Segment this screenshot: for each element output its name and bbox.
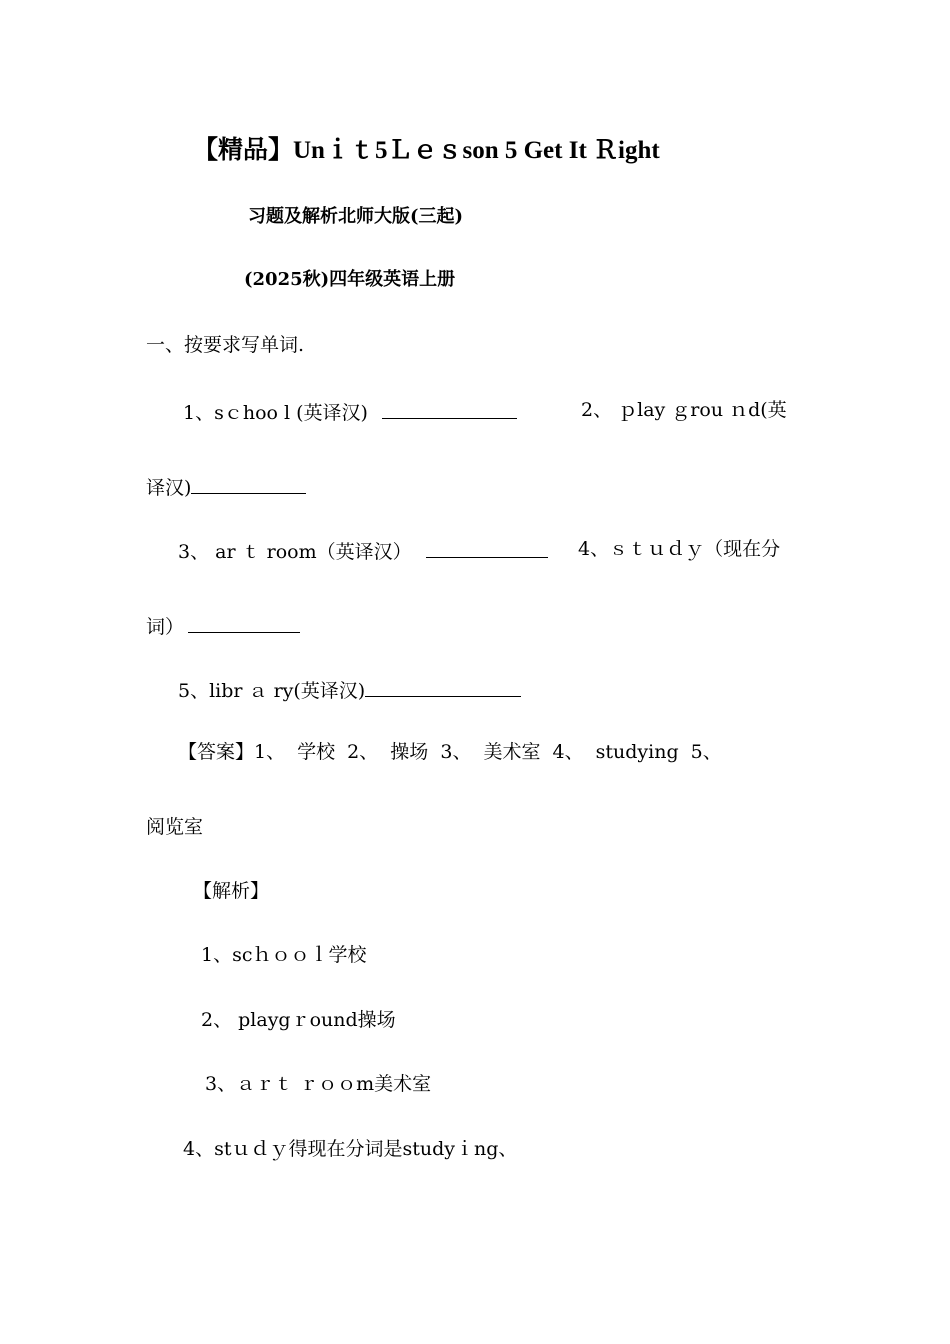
document-subtitle: 习题及解析北师大版(三起) (248, 206, 464, 227)
answer-blank-5[interactable] (365, 679, 521, 697)
question-2-text: 译汉) (146, 477, 192, 499)
answer-blank-1[interactable] (382, 401, 517, 419)
question-4-continued (146, 615, 300, 637)
question-3 (178, 540, 548, 562)
question-2-continued (146, 476, 306, 498)
answer-line (178, 743, 722, 762)
question-1-text: 1、sｃhoo l (英译汉) (183, 402, 368, 424)
question-3-text: 3、 ar ｔ room（英译汉） (178, 541, 412, 563)
question-4-text: 词） (146, 616, 185, 638)
answer-text: 1、 学校 2、 操场 3、 美术室 4、 studying 5、 (254, 741, 722, 763)
answer-blank-2[interactable] (191, 476, 306, 494)
question-5-text: 5、libr ａ ry(英译汉) (178, 680, 366, 702)
section-heading: 一、按要求写单词. (146, 334, 305, 356)
analysis-item: 2、 playgｒound操场 (201, 1009, 396, 1031)
answer-blank-3[interactable] (426, 540, 548, 558)
question-5 (178, 679, 521, 701)
analysis-label: 【解析】 (193, 880, 270, 902)
answer-line-2: 阅览室 (146, 816, 204, 838)
document-grade: (2025秋)四年级英语上册 (244, 269, 456, 290)
analysis-item: 4、stｕｄｙ得现在分词是studyｉng、 (183, 1138, 518, 1160)
answer-label: 【答案】 (178, 741, 255, 763)
document-title: 【精品】Unｉｔ5Ｌｅｓson 5 Get It Ｒight (193, 137, 660, 164)
question-4: 4、ｓｔｕｄｙ（现在分 (578, 538, 781, 560)
analysis-item: 1、scｈｏｏｌ学校 (201, 944, 367, 966)
question-2: 2、 ｐlay ｇrou ｎd(英 (581, 399, 787, 421)
answer-blank-4[interactable] (188, 615, 300, 633)
analysis-item: 3、ａｒｔ ｒｏｏm美术室 (205, 1073, 432, 1095)
question-1 (183, 401, 517, 423)
